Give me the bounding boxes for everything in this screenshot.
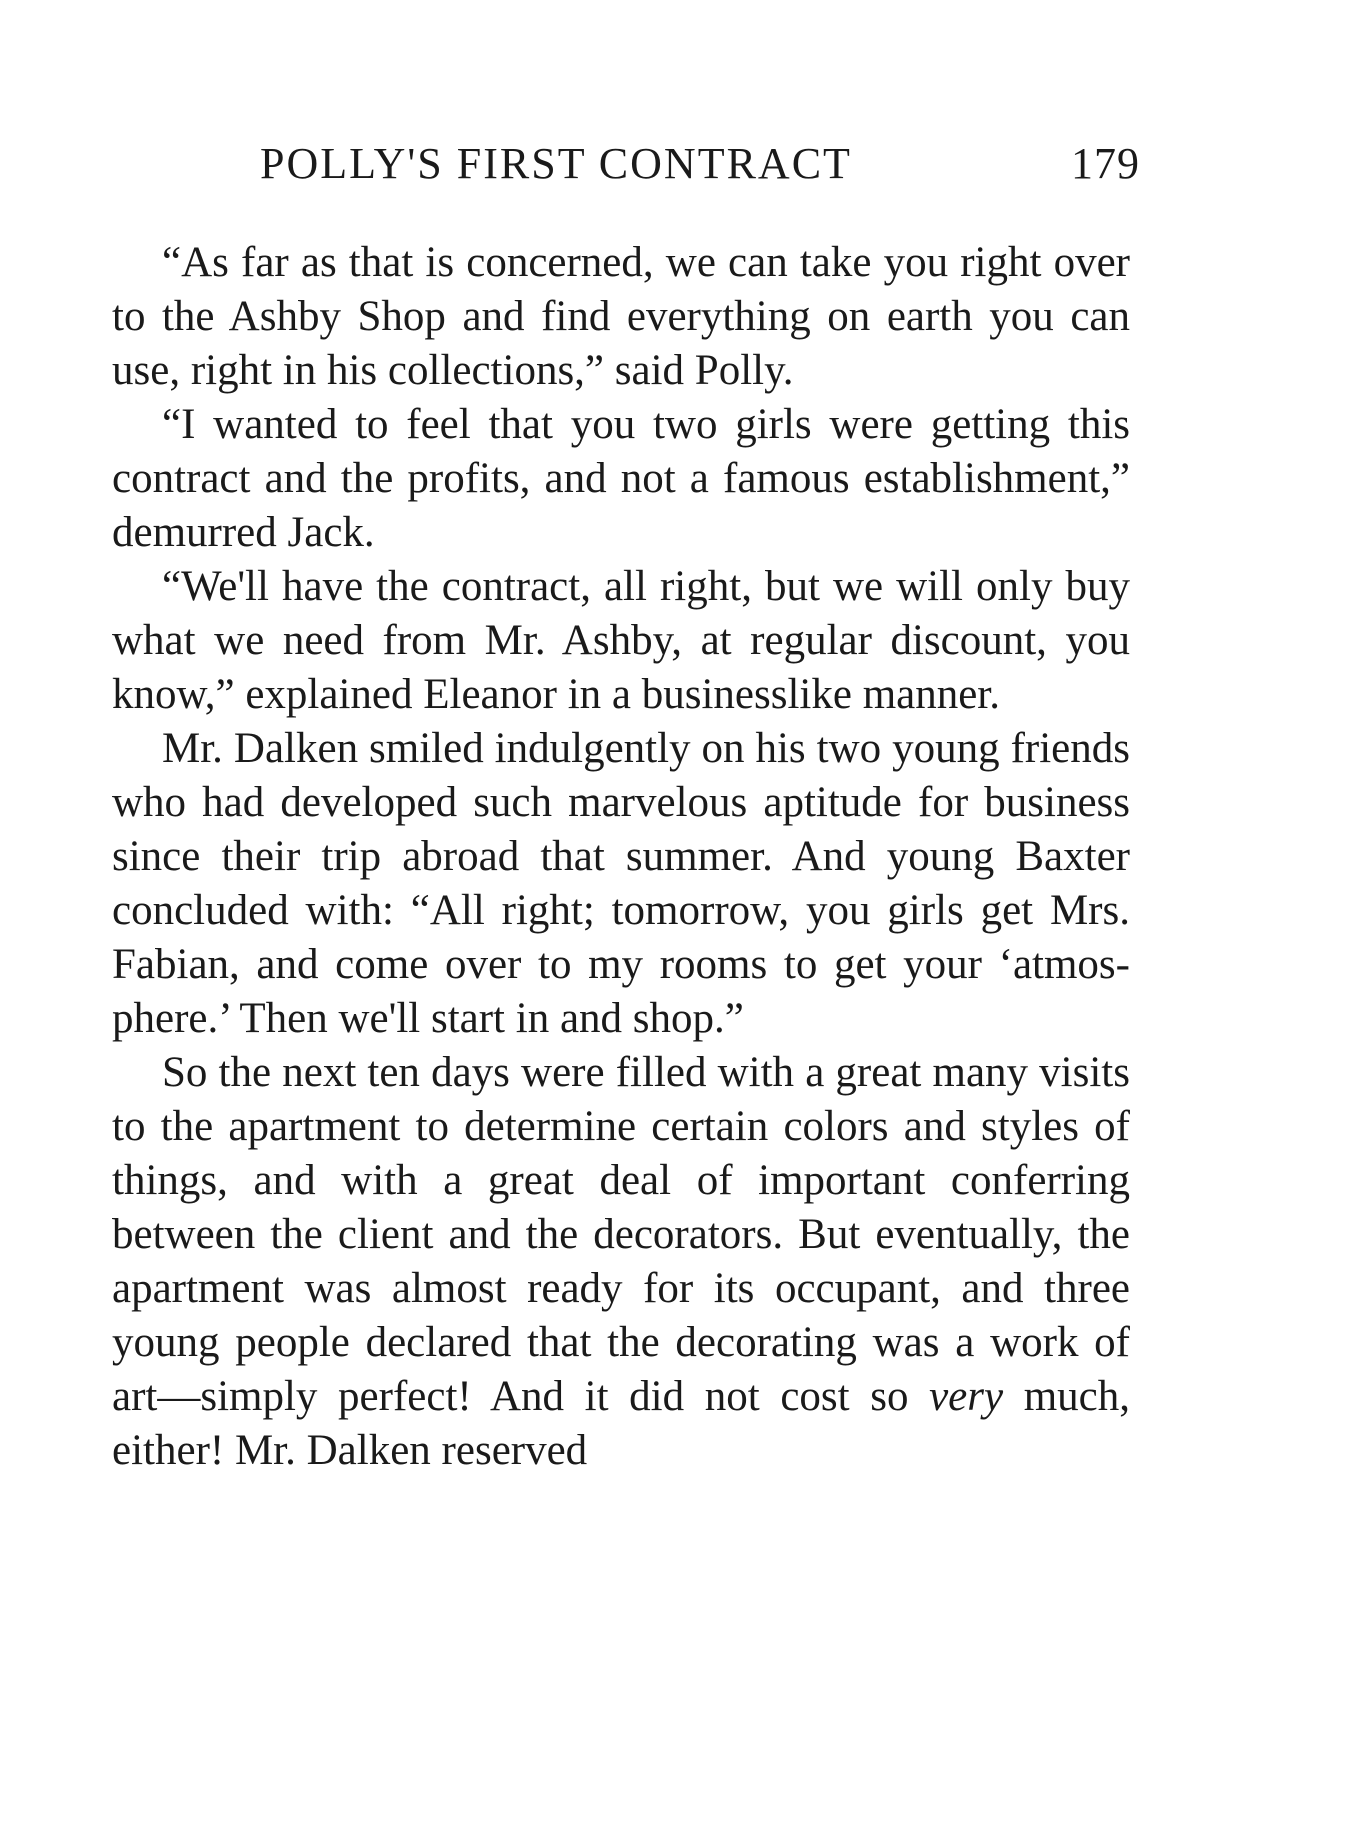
paragraph-5-text-end: much, either! Mr. Dalken reserved [112,1373,1130,1474]
running-head [260,138,1140,198]
chapter-title: POLLY'S FIRST CONTRACT [260,139,852,188]
emphasized-word: very [929,1373,1004,1420]
paragraph-3: “We'll have the contract, all right, but we will only buy what we need from Mr. Ashby, at regular discount, you know,” explained Eleanor in a businesslike manner. [112,563,1130,718]
paragraph-1: “As far as that is concerned, we can take you right over to the Ashby Shop and find everything on earth you can use, right in his collections,” said Polly. [112,239,1130,394]
paragraph-5-text-start: So the next ten days were filled with a great many visits to the apartment to determine certain colors and styles of things, and with a great deal of important conferring between the client and the decorators. But eventually, the apartment was almost ready for its occupant, and three young people declared that the decorating was a work of art—simply perfect! And it did not cost so [112,1049,1130,1420]
body-text [112,236,1130,1478]
paragraph-5 [112,1046,1130,1478]
paragraph-2: “I wanted to feel that you two girls were getting this contract and the profits, and not a famous establishment,” demurred Jack. [112,401,1130,556]
page-number: 179 [1071,139,1140,188]
paragraph-4: Mr. Dalken smiled indulgently on his two young friends who had developed such marvelous aptitude for business since their trip abroad that summer. And young Baxter concluded with: “All right; tomorrow, you girls get Mrs. Fabian, and come over to my rooms to get your ‘atmosphere.’ Then we'll start in and shop.” [112,725,1130,1042]
